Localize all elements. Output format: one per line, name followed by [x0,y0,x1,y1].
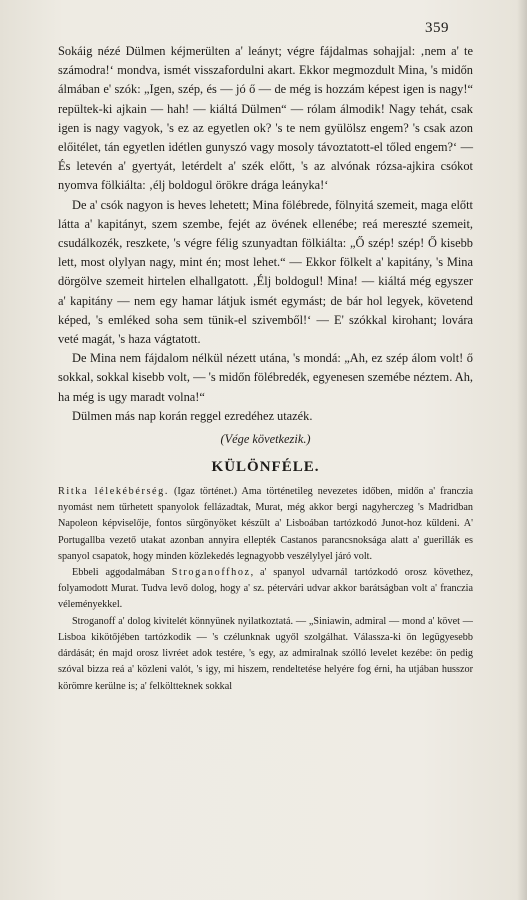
miscellany-paragraph [58,484,473,565]
article-text: Ebbeli aggodalmában [72,567,172,579]
main-text-block [58,42,473,695]
story-paragraph: Sokáig nézé Dülmen kéjmerülten a' leányt; végre fájdalmas sohajjal: ‚nem a' te számodra!‘ mondva, ismét visszafordulni akart. Ekkor megmozdult Mina, 's midőn álmában e' szók: „Igen, szép, és — jó ő — de még is hozzám képest igen is nagy!“ repültek-ki ajkain — hah! — kiáltá Dülmen“ — rólam álmodik! Nagy tehát, csak igen is nagy vagyok, 's ez az egyetlen ok? 's te nem gyülölsz engem? 's csak azon előitélet, tán egyetlen idétlen gunyszó vagy mosoly távoztatott-el tőled engem?‘ — És letevén a' gyertyát, letérdelt a' szék előtt, 's az alvónak rózsa-ajkira csókot nyomva fölkiálta: ‚élj boldogul örökre drága leányka!‘ [58,44,473,193]
continuation-note: (Vége következik.) [220,432,311,447]
article-text: , a' spanyol udvarnál tartózkodó orosz követhez, folyamodott Murat. Tudva levő dolog, hogy a' sz. pétervári udvar akkor barátságban volt a' franczia véleményekkel. [58,567,474,611]
emphasized-name: Stroganoffhoz [171,567,251,579]
story-paragraph: De a' csók nagyon is heves lehetett; Mina fölébrede, fölnyitá szemeit, maga előtt látta a' kapitányt, szem szembe, fejét az övének ellenébe; reá mereszté szemeit, csudálkozék, reszkete, 's végre félig szunyadtan fölkiálta: „Ő szép! szép! Ő kisebb lett, most olylyan nagy, mint én; most lehet.“ — Ekkor fölkelt a' kapitány, 's Mina dörgölve szemeit hirtelen elhallgatott. ‚Élj boldogul! Mina! — kiáltá még egyszer a' kapitány — nem egy hamar látjuk ismét egymást; de bár hol legyek, követend képed, 's emléked soha sem tünik-el szivemből!‘ — E' szókkal kirohant; lovára veté magát, 's haza vágtatott. [58,197,473,347]
article-heading: Ritka lélekébérség. [58,486,169,498]
miscellany-paragraph [58,565,473,614]
section-title: KÜLÖNFÉLE. [211,459,320,476]
article-text: (Igaz történet.) Ama történetileg nevezetes időben, midőn a' franczia nyomást nem tűrhetett spanyolok fellázadtak, Murat, még akkor bergi nagyherczeg 's Madridban Napoleon képviselője, fontos sürgönyöket készült a' Lisboában tartózkodó Junot-hoz küldeni. A' Portugallba vezető utakat azonban annyira ellepték Castanos parancsnoksága alatt a' guerillák es spanyol csapatok, hogy minden közlekedés legnagyobb veszélylyel járó volt. [58,486,473,562]
story-paragraph: Dülmen más nap korán reggel ezredéhez utazék. [72,408,313,423]
story-paragraph: De Mina nem fájdalom nélkül nézett utána, 's mondá: „Ah, ez szép álom volt! ő sokkal, sokkal kisebb volt, — 's midőn fölébredék, egyenesen szemébe néztem. Ah, ha még is ugy maradt volna!“ [58,351,473,404]
miscellany-paragraph: Stroganoff a' dolog kivitelét könnyünek nyilatkoztatá. — „Siniawin, admiral — mond a' követ — Lisboa kikötőjében tartózkodik — 's czélunknak ugyől szolgálhat. Válassza-ki ön legügyesebb dárdását; én majd orosz livréet adok testére, 's egy, az admiralnak szólló levelet kezébe: ön pedig szóval bizza reá a' közleni valót, 's igy, mi hiszem, rendeltetése helyére fog érni, ha utjában husszor körömre kerülne is; a' felköltteknek sokkal [58,615,473,692]
miscellany-text [58,484,473,695]
page-edge-shadow [517,0,527,900]
page-number: 359 [425,20,449,36]
